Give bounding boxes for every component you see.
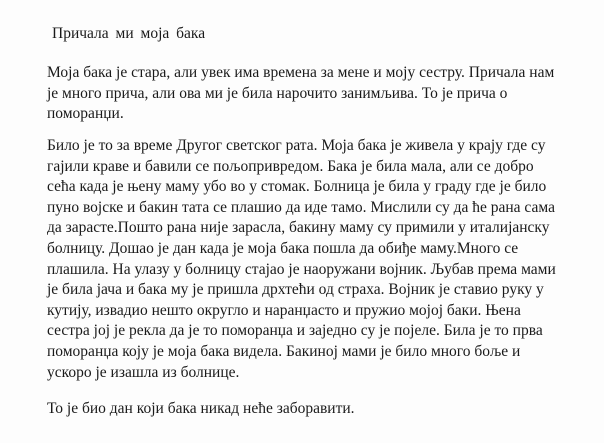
text-line: Моја бака је стара, али увек има времена за мене и моју сестру. Причала нам xyxy=(47,64,555,81)
text-line: болницу. Дошао је дан када је моја бака пошла да обиђе маму.Много се xyxy=(47,239,519,257)
text-line: сећа када је њену маму убо во у стомак. Болница је била у граду где је било xyxy=(47,178,547,196)
text-line: је много прича, али ова ми је била нарочито занимљива. То је прича о xyxy=(47,84,508,102)
document-title: Причала ми моја бака xyxy=(52,25,206,42)
text-line: да зарасте.Пошто рана није зарасла, бакину маму су примили у италијанску xyxy=(47,219,550,237)
text-line: поморанџа коју је моја бака видела. Бакиној мами је било много боље и xyxy=(47,342,521,360)
text-line: кутију, извадио нешто округло и наранџасто и пружио мојој баки. Њена xyxy=(47,301,521,319)
paragraph-1 xyxy=(47,63,567,125)
text-line: Било је то за време Другог светског рата. Моја бака је живела у крају где су xyxy=(47,137,546,154)
text-line: пуно војске и бакин тата се плашио да иде тамо. Мислили су да ће рана сама xyxy=(47,198,555,216)
paragraph-2 xyxy=(47,136,567,383)
text-line: То је био дан који бака никад неће заборавити. xyxy=(47,400,355,417)
text-line: сестра јој је рекла да је то поморанџа и заједно су је појеле. Била је то прва xyxy=(47,322,543,340)
text-line: плашила. На улазу у болницу стајао је наоружани војник. Љубав према мами xyxy=(47,260,556,278)
text-line: гајили краве и бавили се пољопривредом. Бака је била мала, али се добро xyxy=(47,157,534,175)
paragraph-3 xyxy=(47,399,567,420)
text-line: је била јача и бака му је пришла дрхтећи од страха. Војник је ставио руку у xyxy=(47,281,544,299)
text-line: ускоро је изашла из болнице. xyxy=(47,363,240,381)
text-line: поморанџи. xyxy=(47,105,124,123)
